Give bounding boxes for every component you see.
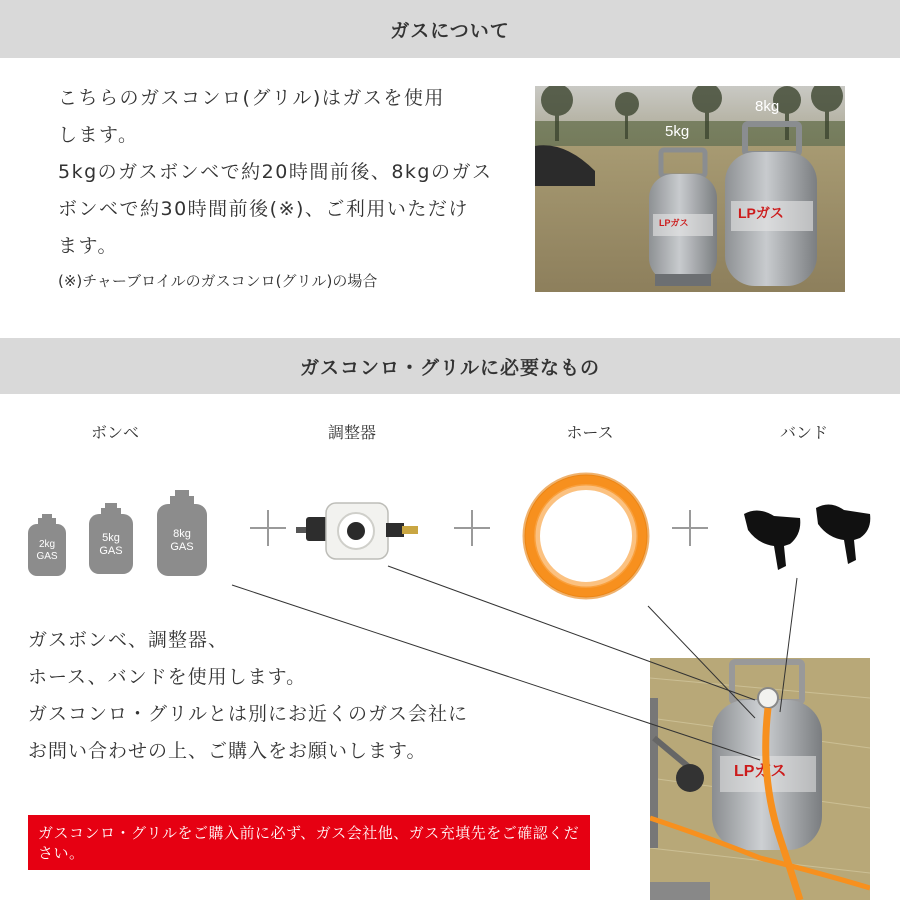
svg-text:LPガス: LPガス [734, 763, 787, 780]
usage-line: ホース、バンドを使用します。 [28, 666, 307, 688]
gas-cylinders-photo [535, 86, 845, 292]
warning-notice: ガスコンロ・グリルをご購入前に必ず、ガス会社他、ガス充填先をご確認ください。 [28, 815, 590, 870]
cylinder-text: GAS [36, 551, 58, 562]
cylinder-weight: 8kg [173, 528, 191, 540]
section-title: ガスコンロ・グリルに必要なもの [299, 356, 600, 379]
item-label-hose: ホース [566, 423, 614, 442]
footnote: (※)チャーブロイルのガスコンロ(グリル)の場合 [58, 272, 378, 290]
usage-line: ガスコンロ・グリルとは別にお近くのガス会社に [28, 703, 469, 725]
photo-label-8kg: 8kg [755, 98, 780, 115]
item-label-cylinder: ボンベ [90, 423, 139, 442]
cylinder-icons [24, 488, 224, 588]
section-title: ガスについて [390, 19, 510, 42]
plus-icon [454, 510, 490, 546]
regulator-image [296, 495, 426, 565]
cylinder-icon-8kg [157, 528, 207, 554]
description-line: 5kgのガスボンベで約20時間前後、8kgのガス [58, 161, 493, 183]
description-line: こちらのガスコンロ(グリル)はガスを使用 [58, 87, 445, 109]
item-label-band: バンド [779, 423, 828, 442]
plus-icon [672, 510, 708, 546]
cylinder-weight: 2kg [38, 539, 56, 550]
photo-label-5kg: 5kg [665, 123, 690, 140]
svg-text:LPガス: LPガス [738, 205, 784, 221]
cylinder-weight: 5kg [102, 532, 120, 544]
section-header-gas [0, 0, 900, 58]
description-line: ます。 [58, 235, 118, 257]
band-clamps-image [740, 500, 880, 580]
usage-line: お問い合わせの上、ご購入をお願いします。 [28, 740, 427, 762]
description-line: します。 [58, 124, 139, 146]
plus-icon [250, 510, 286, 546]
section-header-required [0, 338, 900, 394]
description-line: ボンベで約30時間前後(※)、ご利用いただけ [58, 198, 469, 220]
usage-description [28, 622, 588, 770]
cylinder-icon-2kg [28, 539, 66, 563]
hose-image [518, 468, 654, 604]
gas-description [58, 80, 518, 265]
item-label-regulator: 調整器 [327, 423, 376, 442]
usage-line: ガスボンベ、調整器、 [28, 629, 229, 651]
cylinder-text: GAS [99, 545, 123, 557]
svg-text:LPガス: LPガス [659, 218, 689, 228]
cylinder-text: GAS [170, 541, 194, 553]
cylinder-icon-5kg [89, 532, 133, 558]
assembled-cylinder-photo [650, 658, 870, 900]
